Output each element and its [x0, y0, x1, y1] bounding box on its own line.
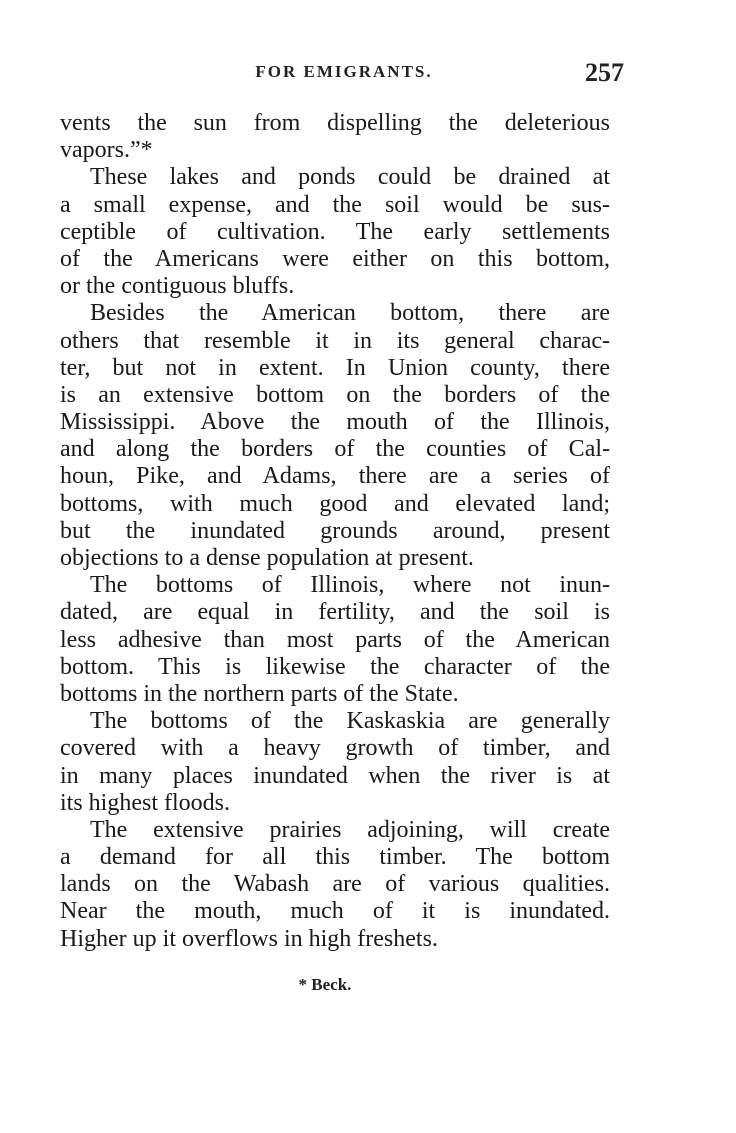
text-line: Higher up it overflows in high freshets. [60, 925, 438, 952]
text-line: less adhesive than most parts of the American [60, 626, 610, 653]
text-line: ceptible of cultivation. The early settlements [60, 218, 610, 245]
text-line: The bottoms of the Kaskaskia are generally [90, 708, 610, 735]
text-line: The extensive prairies adjoining, will create [90, 816, 610, 843]
text-line: objections to a dense population at present. [60, 545, 474, 571]
text-line: others that resemble it in its general charac- [60, 327, 610, 354]
text-line: Besides the American bottom, there are [90, 300, 610, 327]
text-line: vents the sun from dispelling the deleterious [60, 110, 610, 136]
text-line: its highest floods. [60, 789, 231, 816]
text-line: bottoms in the northern parts of the State. [60, 680, 459, 707]
text-line: of the Americans were either on this bottom, [60, 245, 610, 272]
text-line: houn, Pike, and Adams, there are a series of [60, 463, 610, 490]
text-line: in many places inundated when the river is at [60, 762, 610, 789]
text-line: Near the mouth, much of it is inundated. [60, 898, 610, 925]
running-title: FOR EMIGRANTS. [255, 62, 433, 81]
text-line: or the contiguous bluffs. [60, 273, 295, 300]
text-line: covered with a heavy growth of timber, and [60, 735, 610, 762]
text-line: The bottoms of Illinois, where not inun- [90, 572, 610, 599]
text-line: a small expense, and the soil would be sus- [60, 191, 610, 218]
text-line: Mississippi. Above the mouth of the Illinois, [60, 409, 610, 436]
text-line: but the inundated grounds around, present [60, 517, 610, 544]
text-line: ter, but not in extent. In Union county, there [60, 354, 610, 381]
text-line: a demand for all this timber. The bottom [60, 844, 610, 871]
footnote: * Beck. [298, 975, 352, 994]
running-head [64, 58, 624, 90]
text-line: bottom. This is likewise the character of the [60, 653, 610, 680]
text-line: lands on the Wabash are of various qualities. [60, 871, 610, 898]
body-text [60, 110, 610, 953]
text-line: vapors.”* [60, 137, 153, 164]
text-line: These lakes and ponds could be drained at [90, 164, 610, 191]
text-line: is an extensive bottom on the borders of the [60, 381, 610, 408]
text-line: dated, are equal in fertility, and the soil is [60, 599, 610, 626]
text-line: and along the borders of the counties of Cal- [60, 436, 610, 463]
page-number: 257 [585, 58, 624, 87]
text-line: bottoms, with much good and elevated land; [60, 490, 610, 517]
